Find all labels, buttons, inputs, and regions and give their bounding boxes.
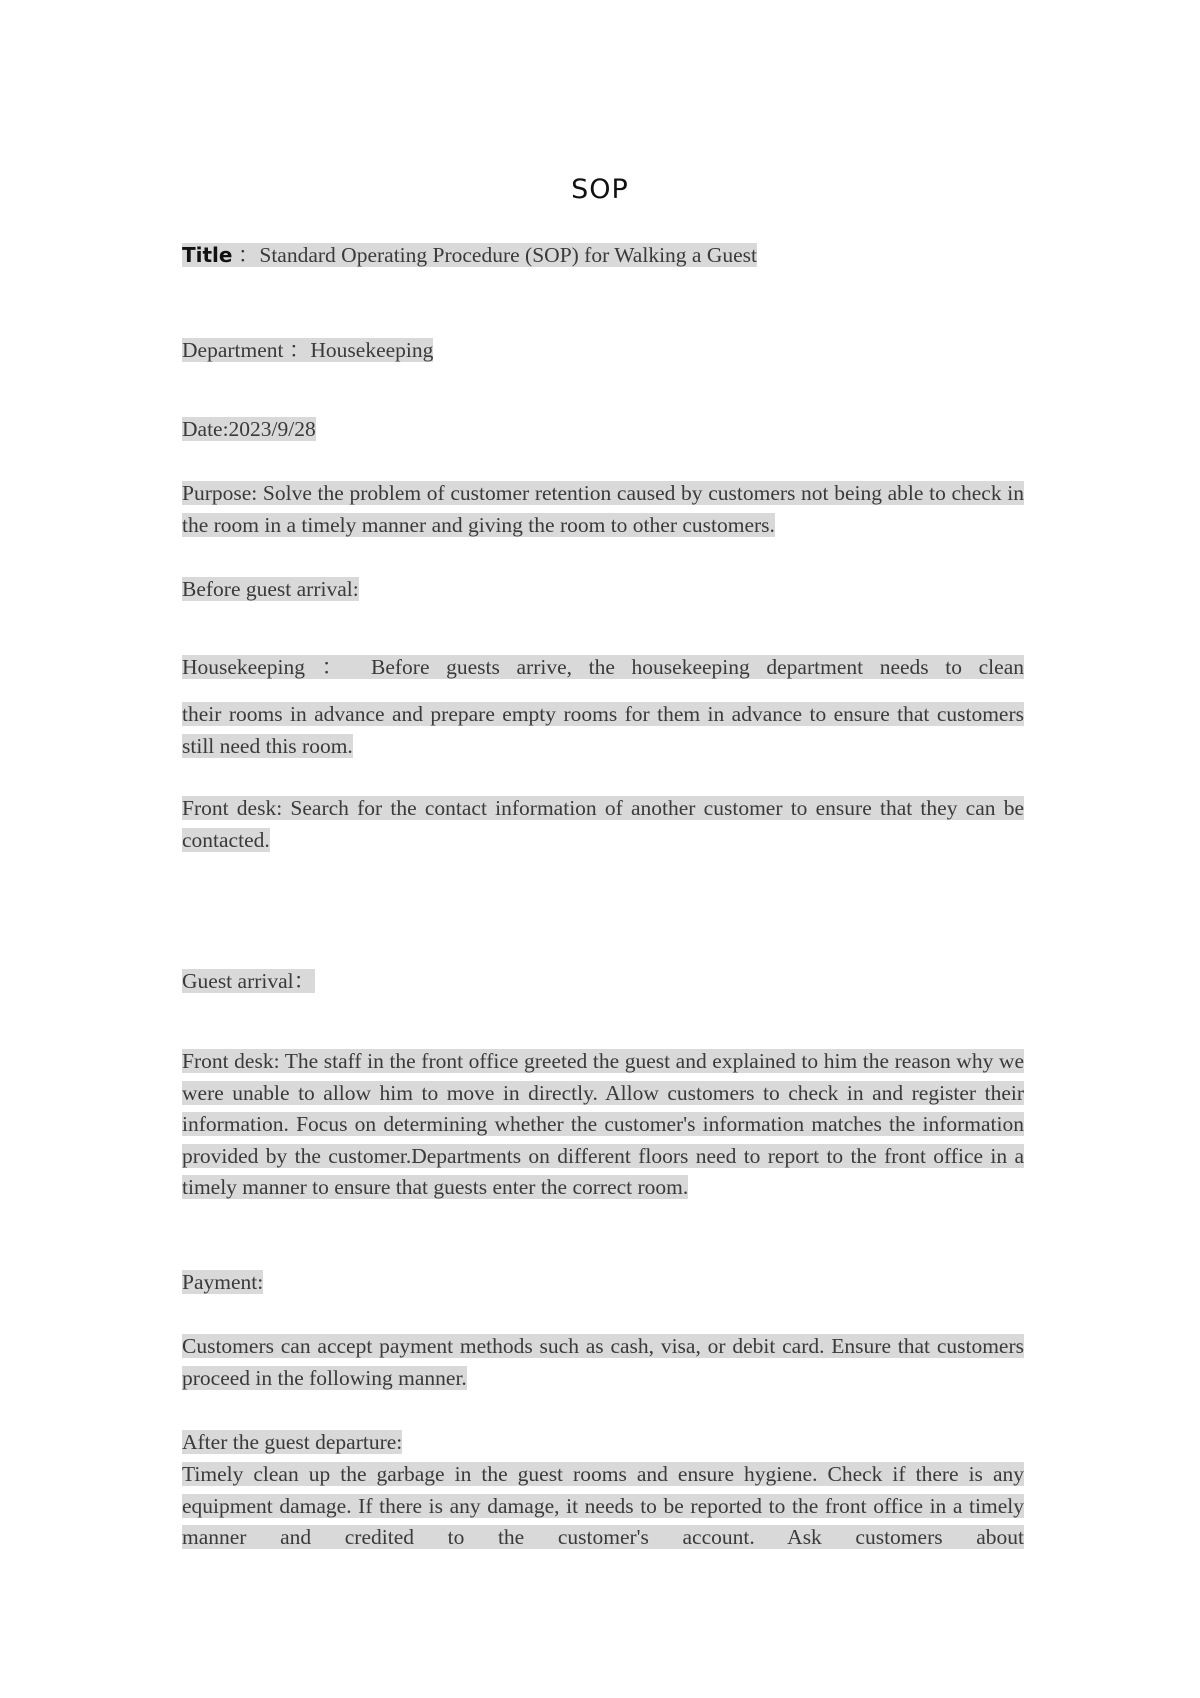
purpose-text: Purpose: Solve the problem of customer retention caused by customers not being able to check in the room in a timely manner and giving the room to other customers.	[182, 481, 1024, 537]
purpose-paragraph	[182, 478, 1024, 541]
housekeeping-first-line	[182, 652, 1024, 684]
guest-arrival-heading-text: Guest arrival：	[182, 969, 316, 993]
front-desk-before-paragraph	[182, 793, 1024, 856]
front-desk-arrival-text: Front desk: The staff in the front office greeted the guest and explained to him the reason why we were unable to allow him to move in directly. Allow customers to check in and register their information. Focus on determining whether the customer's information matches the information provided by the customer.Departments on different floors need to report to the front office in a timely manner to ensure that guests enter the correct room.	[182, 1049, 1024, 1199]
title-line	[182, 240, 1024, 272]
title-label: Title	[182, 243, 233, 267]
payment-text: Customers can accept payment methods such as cash, visa, or debit card. Ensure that customers proceed in the following manner.	[182, 1334, 1024, 1390]
department-label: Department	[182, 338, 284, 362]
title-value: Standard Operating Procedure (SOP) for Walking a Guest	[259, 243, 758, 267]
front-desk-arrival-paragraph	[182, 1046, 1024, 1204]
department-value: Housekeeping	[310, 338, 434, 362]
after-departure-paragraph	[182, 1459, 1024, 1554]
payment-paragraph	[182, 1331, 1024, 1394]
payment-heading-text: Payment:	[182, 1270, 264, 1294]
guest-arrival-heading	[182, 966, 1024, 998]
housekeeping-line1-text: Housekeeping ： Before guests arrive, the housekeeping department needs to clean	[182, 655, 1024, 679]
department-line	[182, 335, 1024, 367]
department-separator: ：	[288, 338, 311, 362]
document-heading: SOP	[571, 174, 629, 205]
title-separator: ：	[237, 243, 260, 267]
date-line	[182, 414, 1024, 446]
housekeeping-rest-text: their rooms in advance and prepare empty rooms for them in advance to ensure that customers still need this room.	[182, 702, 1024, 758]
after-departure-heading-text: After the guest departure:	[182, 1430, 403, 1454]
housekeeping-paragraph	[182, 699, 1024, 762]
before-arrival-heading	[182, 574, 1024, 606]
after-departure-heading	[182, 1427, 1024, 1459]
after-departure-text: Timely clean up the garbage in the guest rooms and ensure hygiene. Check if there is any equipment damage. If there is any damage, it needs to be reported to the front office in a timely manner and credited to the customer's account. Ask customers about	[182, 1462, 1024, 1549]
payment-heading	[182, 1267, 1024, 1299]
date-text: Date:2023/9/28	[182, 417, 316, 441]
front-desk-before-text: Front desk: Search for the contact information of another customer to ensure that they can be contacted.	[182, 796, 1024, 852]
before-arrival-heading-text: Before guest arrival:	[182, 577, 359, 601]
